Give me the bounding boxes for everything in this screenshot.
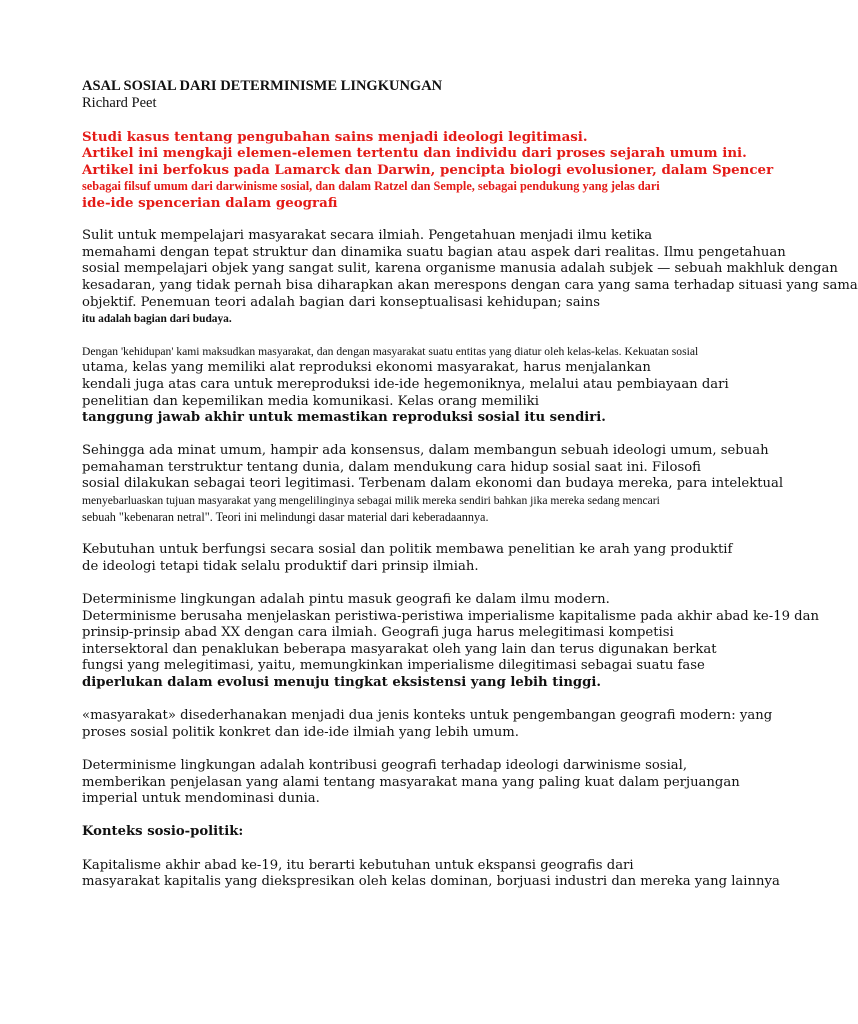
paragraph-line: «masyarakat» disederhanakan menjadi dua jenis konteks untuk pengembangan geografi modern: yang bbox=[82, 708, 773, 724]
document-page bbox=[82, 78, 858, 891]
paragraph-line: Determinisme lingkungan adalah pintu masuk geografi ke dalam ilmu modern. bbox=[82, 592, 610, 608]
paragraph-line: Dengan 'kehidupan' kami maksudkan masyarakat, dan dengan masyarakat suatu entitas yang diatur oleh kelas-kelas. Kekuatan sosial bbox=[82, 345, 699, 359]
paragraph-4 bbox=[82, 542, 758, 575]
paragraph-line: Determinisme lingkungan adalah kontribusi geografi terhadap ideologi darwinisme sosial, bbox=[82, 757, 688, 773]
paragraph-5 bbox=[82, 592, 819, 692]
paragraph-line: de ideologi tetapi tidak selalu produktif dari prinsip ilmiah. bbox=[82, 558, 479, 574]
abstract-line: Artikel ini berfokus pada Lamarck dan Darwin, pencipta biologi evolusioner, dalam Spencer bbox=[82, 161, 774, 178]
paragraph-line: proses sosial politik konkret dan ide-ide ilmiah yang lebih umum. bbox=[82, 724, 519, 740]
paragraph-line: penelitian dan kepemilikan media komunikasi. Kelas orang memiliki bbox=[82, 393, 539, 409]
paragraph-8 bbox=[82, 857, 780, 891]
paragraph-2 bbox=[82, 344, 758, 426]
paragraph-line: itu adalah bagian dari budaya. bbox=[82, 313, 232, 326]
document-author: Richard Peet bbox=[82, 95, 157, 111]
paragraph-line: prinsip-prinsip abad XX dengan cara ilmiah. Geografi juga harus melegitimasi kompetisi bbox=[82, 625, 674, 641]
section-heading: Konteks sosio-politik: bbox=[82, 824, 244, 840]
paragraph-line: sebuah "kebenaran netral". Teori ini melindungi dasar material dari keberadaannya. bbox=[82, 510, 489, 525]
abstract-line: sebagai filsuf umum dari darwinisme sosial, dan dalam Ratzel dan Semple, sebagai pendukung yang jelas dari bbox=[82, 179, 660, 194]
paragraph-7 bbox=[82, 758, 758, 808]
paragraph-line: imperial untuk mendominasi dunia. bbox=[82, 791, 320, 807]
abstract-line: Studi kasus tentang pengubahan sains menjadi ideologi legitimasi. bbox=[82, 129, 588, 145]
paragraph-line: sosial mempelajari objek yang sangat sulit, karena organisme manusia adalah subjek — sebuah makhluk dengan bbox=[82, 261, 838, 277]
abstract bbox=[82, 129, 774, 212]
paragraph-line: Determinisme berusaha menjelaskan peristiwa-peristiwa imperialisme kapitalisme pada akhir abad ke-19 dan bbox=[82, 608, 819, 624]
paragraph-3 bbox=[82, 443, 784, 525]
abstract-line: ide-ide spencerian dalam geografi bbox=[82, 195, 338, 212]
paragraph-line: pemahaman terstruktur tentang dunia, dalam mendukung cara hidup sosial saat ini. Filosofi bbox=[82, 459, 701, 475]
paragraph-6 bbox=[82, 708, 773, 741]
paragraph-line: memahami dengan tepat struktur dan dinamika suatu bagian atau aspek dari realitas. Ilmu pengetahuan bbox=[82, 244, 786, 260]
paragraph-line: utama, kelas yang memiliki alat reproduksi ekonomi masyarakat, harus menjalankan bbox=[82, 360, 651, 376]
paragraph-line: kesadaran, yang tidak pernah bisa diharapkan akan merespons dengan cara yang sama terhadap situasi yang sama bbox=[82, 277, 858, 293]
paragraph-line: Sulit untuk mempelajari masyarakat secara ilmiah. Pengetahuan menjadi ilmu ketika bbox=[82, 228, 653, 244]
paragraph-line: tanggung jawab akhir untuk memastikan reproduksi sosial itu sendiri. bbox=[82, 410, 606, 426]
paragraph-line: Kapitalisme akhir abad ke-19, itu berarti kebutuhan untuk ekspansi geografis dari bbox=[82, 857, 634, 873]
paragraph-line: memberikan penjelasan yang alami tentang masyarakat mana yang paling kuat dalam perjuangan bbox=[82, 774, 740, 790]
paragraph-line: masyarakat kapitalis yang diekspresikan oleh kelas dominan, borjuasi industri dan mereka yang lainnya bbox=[82, 874, 780, 890]
paragraph-line: diperlukan dalam evolusi menuju tingkat eksistensi yang lebih tinggi. bbox=[82, 675, 601, 690]
paragraph-line: objektif. Penemuan teori adalah bagian dari konseptualisasi kehidupan; sains bbox=[82, 294, 601, 310]
paragraph-line: Sehingga ada minat umum, hampir ada konsensus, dalam membangun sebuah ideologi umum, sebuah bbox=[82, 443, 769, 459]
paragraph-line: fungsi yang melegitimasi, yaitu, memungkinkan imperialisme dilegitimasi sebagai suatu fase bbox=[82, 658, 705, 674]
document-title: ASAL SOSIAL DARI DETERMINISME LINGKUNGAN bbox=[82, 78, 443, 94]
paragraph-line: sosial dilakukan sebagai teori legitimasi. Terbenam dalam ekonomi dan budaya mereka, para intelektual bbox=[82, 476, 784, 492]
paragraph-line: kendali juga atas cara untuk mereproduksi ide-ide hegemoniknya, melalui atau pembiayaan dari bbox=[82, 376, 729, 392]
abstract-line: Artikel ini mengkaji elemen-elemen tertentu dan individu dari proses sejarah umum ini. bbox=[82, 145, 747, 162]
paragraph-line: Kebutuhan untuk berfungsi secara sosial dan politik membawa penelitian ke arah yang produktif bbox=[82, 542, 733, 558]
paragraph-line: menyebarluaskan tujuan masyarakat yang mengelilinginya sebagai milik mereka sendiri bahkan jika mereka sedang mencari bbox=[82, 494, 660, 508]
paragraph-line: intersektoral dan penaklukan beberapa masyarakat oleh yang lain dan terus digunakan berkat bbox=[82, 641, 717, 657]
paragraph-1 bbox=[82, 228, 858, 328]
